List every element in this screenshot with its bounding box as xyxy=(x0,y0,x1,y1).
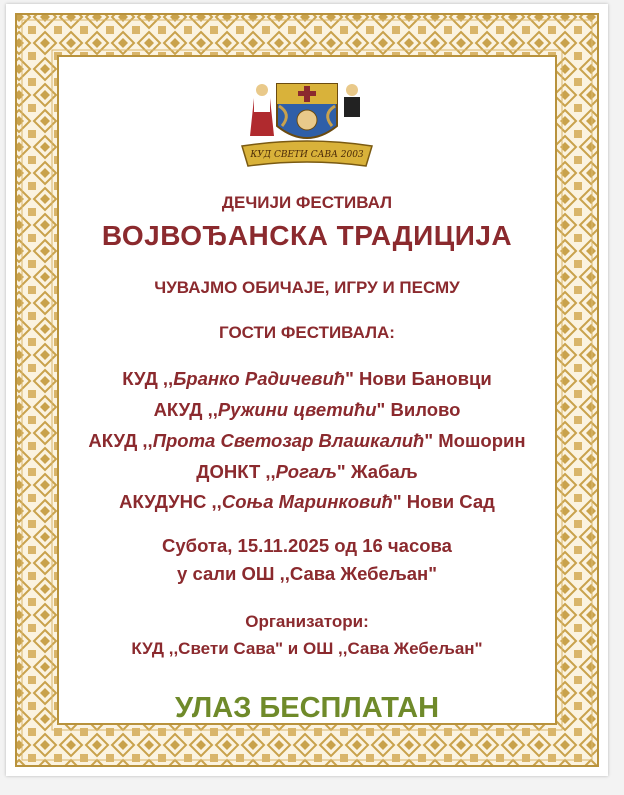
festival-subtitle: ДЕЧИЈИ ФЕСТИВАЛ xyxy=(221,193,393,212)
guest-line: КУД ,,Бранко Радичевић" Нови Бановци xyxy=(122,368,492,389)
event-venue: у сали ОШ ,,Сава Жебељан" xyxy=(177,563,437,584)
guest-line: ДОНКТ ,,Рогаљ" Жабаљ xyxy=(196,461,418,482)
festival-motto: ЧУВАЈМО ОБИЧАЈЕ, ИГРУ И ПЕСМУ xyxy=(154,278,460,297)
guest-line: АКУД ,,Ружини цветићи" Вилово xyxy=(153,399,461,420)
event-date: Субота, 15.11.2025 од 16 часова xyxy=(162,535,452,556)
organizers-heading: Организатори: xyxy=(245,612,369,631)
guests-heading: ГОСТИ ФЕСТИВАЛА: xyxy=(219,323,395,342)
festival-title: ВОЈВОЂАНСКА ТРАДИЦИЈА xyxy=(101,220,513,251)
free-entry: УЛАЗ БЕСПЛАТАН xyxy=(174,692,440,724)
poster-page xyxy=(6,4,608,776)
kud-sveti-sava-logo xyxy=(232,74,382,174)
guest-line: АКУДУНС ,,Соња Маринковић" Нови Сад xyxy=(119,491,495,512)
poster-content xyxy=(66,4,548,776)
guest-line: АКУД ,,Прота Светозар Влашкалић" Мошорин xyxy=(88,430,526,451)
logo-banner-text: КУД СВЕТИ САВА 2003 xyxy=(250,150,364,160)
organizers-names: КУД ,,Свети Сава" и ОШ ,,Сава Жебељан" xyxy=(131,639,483,658)
